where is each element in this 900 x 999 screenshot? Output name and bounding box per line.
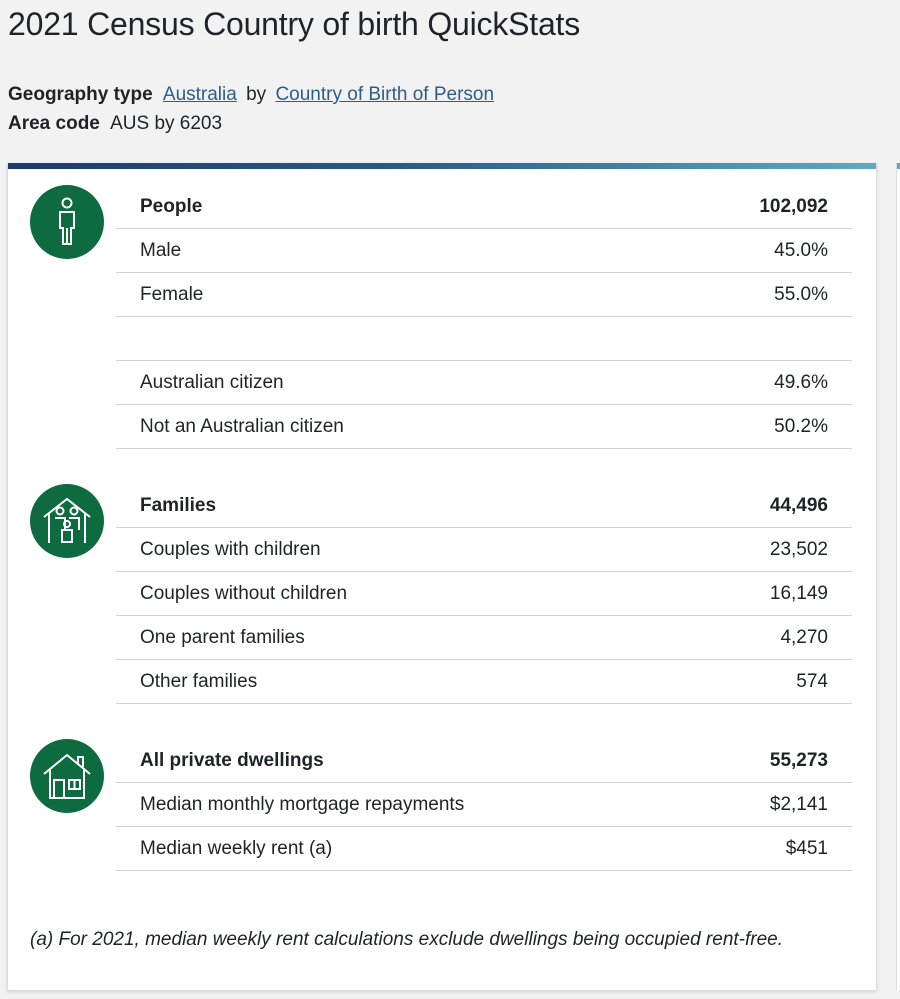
row-label: Australian citizen [140,371,284,393]
row-value: 16,149 [769,582,828,604]
spacer-row [116,317,852,361]
rent-footnote: (a) For 2021, median weekly rent calculations exclude dwellings being occupied rent-free. [30,929,784,950]
weekly-rent-row [116,827,852,871]
families-rows [116,484,852,704]
row-label: Couples with children [140,538,321,560]
people-total-row [116,185,852,229]
area-code-label: Area code [8,113,100,134]
geography-type-label: Geography type [8,84,153,105]
row-label: Couples without children [140,582,348,604]
not-citizen-row [116,405,852,449]
row-label: Other families [140,670,258,692]
row-label: Female [140,283,204,305]
row-value: 44,496 [769,494,828,516]
row-label: Families [140,494,217,516]
row-value: 102,092 [759,195,828,217]
row-value: 574 [796,670,828,692]
other-families-row [116,660,852,704]
row-label: Median monthly mortgage repayments [140,793,465,815]
house-icon [30,739,104,813]
area-code-value: AUS by 6203 [110,113,223,134]
female-row [116,273,852,317]
couples-with-children-row [116,528,852,572]
row-value: 23,502 [769,538,828,560]
mortgage-repayments-row [116,783,852,827]
row-value: 4,270 [780,626,828,648]
row-label: One parent families [140,626,305,648]
people-rows [116,185,852,449]
next-card-edge [896,163,900,990]
by-text: by [246,84,267,105]
couples-without-children-row [116,572,852,616]
row-value: 45.0% [774,239,828,261]
row-value: 55.0% [774,283,828,305]
area-code-line [8,113,222,135]
row-label: Not an Australian citizen [140,415,344,437]
quickstats-card [7,163,877,991]
row-label: People [140,195,203,217]
card-accent-bar [8,163,876,169]
person-icon [30,185,104,259]
row-value: 49.6% [774,371,828,393]
row-label: Male [140,239,182,261]
row-value: 50.2% [774,415,828,437]
family-house-icon [30,484,104,558]
row-value: $2,141 [769,793,828,815]
row-label: All private dwellings [140,749,324,771]
male-row [116,229,852,273]
row-value: 55,273 [769,749,828,771]
one-parent-families-row [116,616,852,660]
geography-type-line [8,84,494,106]
row-label: Median weekly rent (a) [140,837,333,859]
australia-link[interactable]: Australia [162,84,237,105]
families-total-row [116,484,852,528]
private-dwellings-row [116,739,852,783]
australian-citizen-row [116,361,852,405]
row-value: $451 [785,837,828,859]
page-title: 2021 Census Country of birth QuickStats [8,6,581,42]
dwellings-rows [116,739,852,871]
country-of-birth-link[interactable]: Country of Birth of Person [275,84,495,105]
